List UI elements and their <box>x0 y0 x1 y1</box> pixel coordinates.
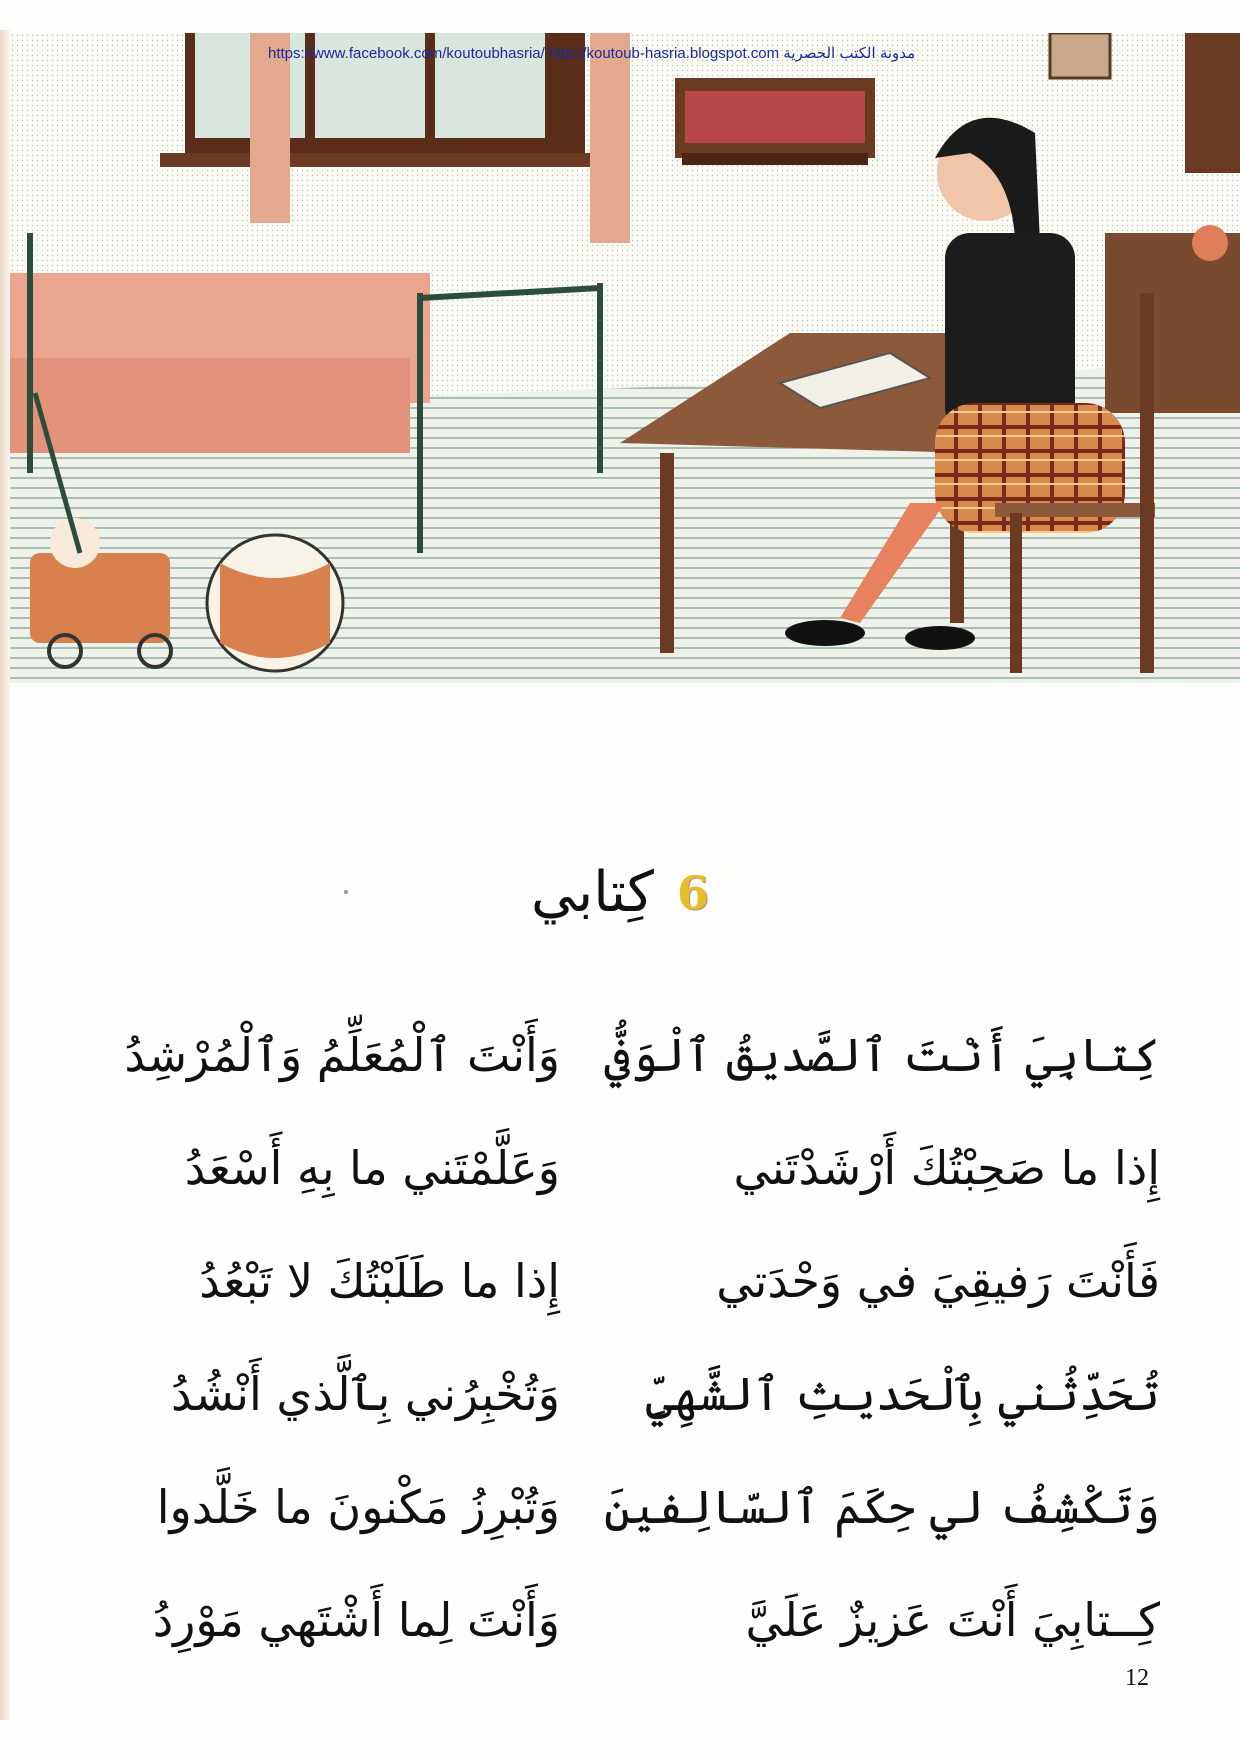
verse-left-2: وَعَلَّمْتَني ما بِهِ أَسْعَدُ <box>184 1141 560 1195</box>
illustration-girl-reading <box>10 33 1240 683</box>
verse-right-6: كِــتابِيَ أَنْتَ عَزيزٌ عَلَيَّ <box>745 1593 1160 1647</box>
lesson-title: كِتابي <box>531 860 654 925</box>
bedroom-scene-image <box>10 33 1240 683</box>
verse-right-5: وَتَكْشِفُ لي حِكَمَ ٱلسّالِفينَ <box>604 1480 1160 1534</box>
verse-right-3: فَأَنْتَ رَفيقِيَ في وَحْدَتي <box>716 1254 1160 1308</box>
verse-right-1: كِتابِيَ أَنْتَ ٱلصَّديقُ ٱلْوَفيُّ <box>604 1028 1160 1082</box>
verse-left-4: وَتُخْبِرُني بِٱلَّذي أَنْشُدُ <box>170 1367 560 1421</box>
watermark-url: https://www.facebook.com/koutoubhasria/ http://koutoub-hasria.blogspot.com مدونة الكتب الحصرية <box>268 45 916 62</box>
lesson-heading <box>0 860 1240 925</box>
verse-left-3: إِذا ما طَلَبْتُكَ لا تَبْعُدُ <box>199 1254 560 1308</box>
verse-right-2: إِذا ما صَحِبْتُكَ أَرْشَدْتَني <box>733 1141 1160 1195</box>
lesson-number: 6 <box>676 865 709 920</box>
verse-left-5: وَتُبْرِزُ مَكْنونَ ما خَلَّدوا <box>156 1480 560 1534</box>
verse-left-1: وَأَنْتَ ٱلْمُعَلِّمُ وَٱلْمُرْشِدُ <box>124 1028 560 1082</box>
page-number: 12 <box>1125 1665 1149 1691</box>
verse-left-6: وَأَنْتَ لِما أَشْتَهي مَوْرِدُ <box>152 1593 560 1647</box>
verse-right-4: تُحَدِّثُني بِٱلْحَديثِ ٱلشَّهِيِّ <box>645 1367 1160 1421</box>
